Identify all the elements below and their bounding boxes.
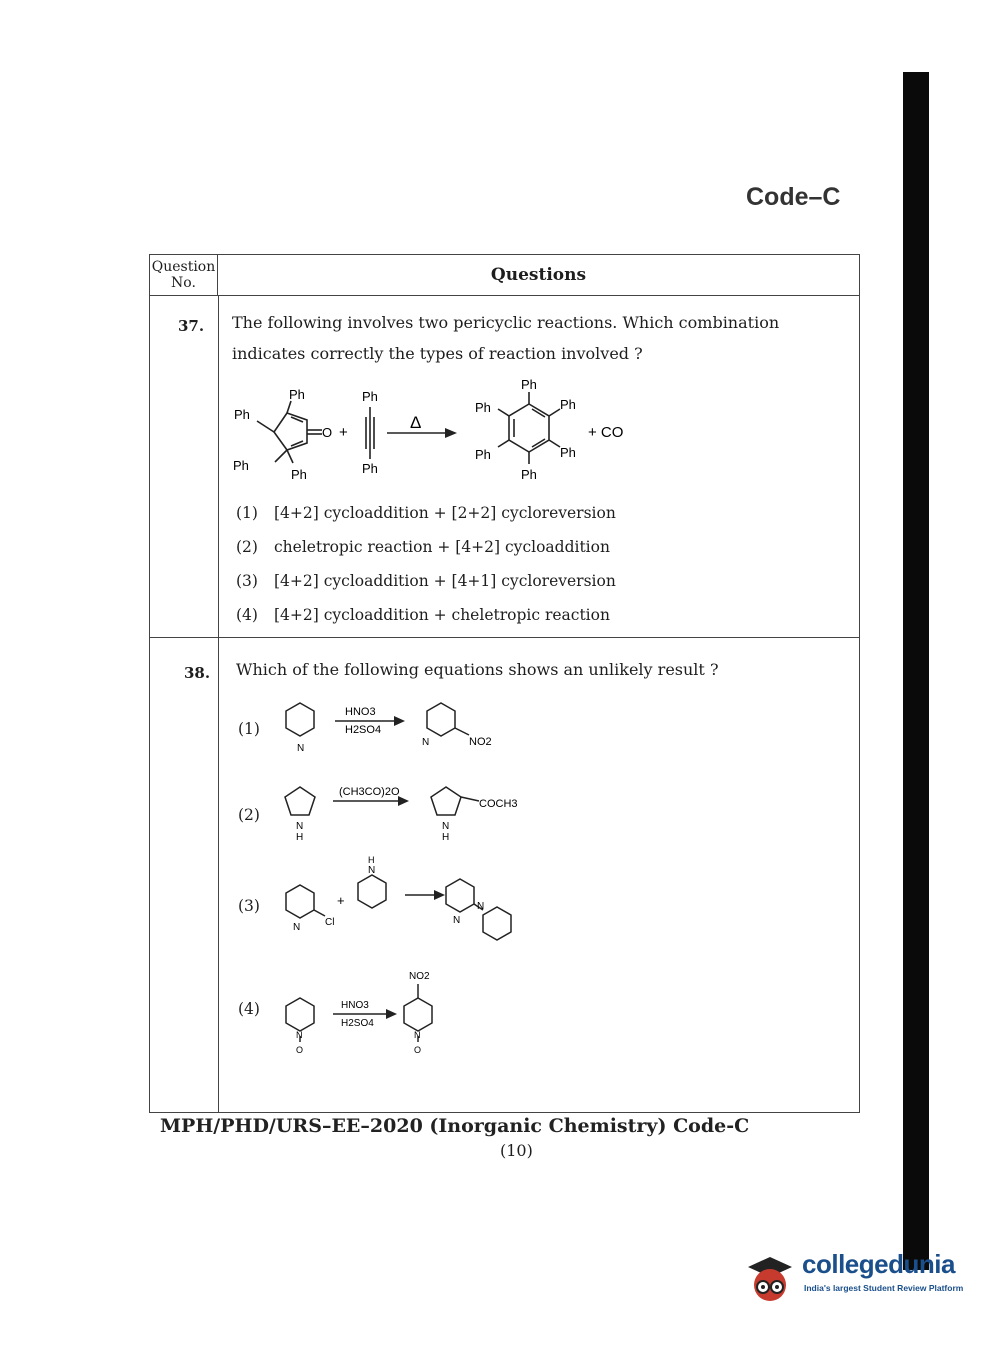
reagent-top: HNO3 <box>345 706 376 718</box>
ph-label: Ph <box>521 467 537 482</box>
option-number: (1) <box>236 504 258 522</box>
oxygen-label: O <box>322 425 333 440</box>
chlorine-label: Cl <box>325 917 335 928</box>
q38-text: Which of the following equations shows an unlikely result ? <box>236 660 719 679</box>
q38-option-3[interactable] <box>238 897 260 915</box>
option-text: [4+2] cycloaddition + cheletropic reaction <box>274 606 610 624</box>
nitrogen-label: N <box>442 821 450 832</box>
q37-option-1[interactable] <box>236 504 616 522</box>
code-label: Code–C <box>746 183 841 211</box>
q37-text: The following involves two pericyclic reactions. Which combination indicates correctly the types of reaction involved ? <box>232 313 780 363</box>
hydrogen-label: H <box>368 855 375 865</box>
hydrogen-label: H <box>442 832 450 843</box>
option-text: cheletropic reaction + [4+2] cycloaddition <box>274 538 610 556</box>
ph-label: Ph <box>289 387 305 402</box>
table-header <box>150 255 859 296</box>
nitrogen-label: N <box>422 737 430 748</box>
plus-sign: + <box>337 893 345 908</box>
ph-label: Ph <box>291 467 307 482</box>
option-number: (4) <box>236 606 258 624</box>
reagent-top: (CH3CO)2O <box>339 786 400 798</box>
hexaphenylbenzene <box>498 392 560 464</box>
q37-option-3[interactable] <box>236 572 616 590</box>
q38-option-3-scheme <box>275 855 575 945</box>
option-number: (3) <box>236 572 258 590</box>
nitrogen-label: N <box>293 922 301 933</box>
ph-label: Ph <box>560 445 576 460</box>
nitrogen-label: N <box>368 865 376 876</box>
reagent-bottom: H2SO4 <box>345 724 382 736</box>
nitrogen-label: N <box>297 743 305 754</box>
reagent-top: HNO3 <box>341 1000 369 1011</box>
hydrogen-label: H <box>296 832 304 843</box>
footer-title: MPH/PHD/URS–EE–2020 (Inorganic Chemistry) Code-C <box>160 1115 750 1137</box>
ph-label: Ph <box>475 447 491 462</box>
option-text: [4+2] cycloaddition + [4+1] cycloreversion <box>274 572 616 590</box>
q38-option-1[interactable] <box>238 720 260 738</box>
column-divider <box>218 295 219 1112</box>
q37-option-4[interactable] <box>236 606 610 624</box>
substituent-label: NO2 <box>409 971 430 982</box>
option-number: (2) <box>238 806 260 824</box>
nitrogen-label: N <box>414 1030 421 1040</box>
q38-number: 38. <box>184 664 211 682</box>
ph-label: Ph <box>362 461 378 476</box>
q37-number: 37. <box>178 317 205 335</box>
oxide-label: O <box>414 1045 422 1055</box>
nitrogen-label: N <box>296 821 304 832</box>
nitrogen-label: N <box>477 901 485 912</box>
tetraphenylcyclopentadienone <box>257 401 322 463</box>
plus-sign: + <box>339 424 348 441</box>
header-question-no: Question No. <box>150 255 218 295</box>
heat-symbol: Δ <box>410 413 422 432</box>
row-divider <box>150 637 859 638</box>
logo-mascot-icon <box>742 1251 798 1307</box>
substituent-label: NO2 <box>469 736 492 748</box>
diphenylacetylene <box>366 407 374 459</box>
logo-tagline: India's largest Student Review Platform <box>804 1283 964 1293</box>
ph-label: Ph <box>362 389 378 404</box>
collegedunia-watermark <box>742 1245 972 1315</box>
q37-option-2[interactable] <box>236 538 610 556</box>
oxide-label: O <box>296 1045 304 1055</box>
ph-label: Ph <box>475 400 491 415</box>
ph-label: Ph <box>521 377 537 392</box>
option-text: [4+2] cycloaddition + [2+2] cycloreversion <box>274 504 616 522</box>
ph-label: Ph <box>234 407 250 422</box>
q38-option-1-scheme <box>275 695 545 755</box>
q38-option-4-scheme <box>275 960 475 1060</box>
nitrogen-label: N <box>453 915 461 926</box>
heat-arrow <box>387 428 457 438</box>
scan-edge-bar <box>903 72 929 1270</box>
reagent-bottom: H2SO4 <box>341 1018 374 1029</box>
question-table <box>149 254 860 1113</box>
q38-option-4[interactable] <box>238 1000 260 1018</box>
option-number: (4) <box>238 1000 260 1018</box>
nitrogen-label: N <box>296 1030 303 1040</box>
q38-option-2[interactable] <box>238 806 260 824</box>
q37-reaction-scheme <box>225 377 665 487</box>
substituent-label: COCH3 <box>479 798 518 810</box>
option-number: (3) <box>238 897 260 915</box>
co-label: + CO <box>588 424 624 441</box>
header-questions: Questions <box>490 265 587 285</box>
option-number: (2) <box>236 538 258 556</box>
page-number: (10) <box>500 1141 533 1160</box>
q38-option-2-scheme <box>275 775 565 843</box>
logo-name: collegedunia <box>802 1249 955 1279</box>
ph-label: Ph <box>560 397 576 412</box>
ph-label: Ph <box>233 458 249 473</box>
option-number: (1) <box>238 720 260 738</box>
